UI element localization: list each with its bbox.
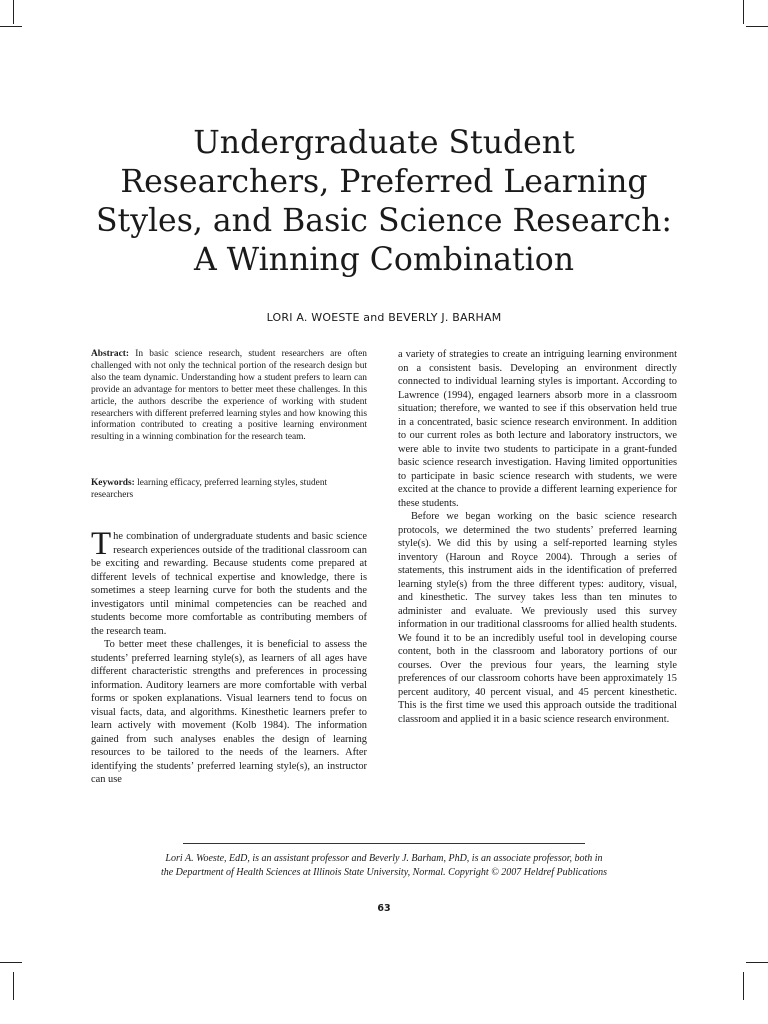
article-title bbox=[60, 124, 708, 280]
abstract-text: In basic science research, student researchers are often challenged with not only the technical portion of the research design but also the team dynamic. Understanding how a student prefers to learn can provide an advantage for mentors to better meet these challenges. In this article, the authors describe the experience of working with student researchers with different preferred learning styles and how knowing this information contributed to creating a positive learning environment resulting in a winning combination for the research team. bbox=[91, 349, 367, 443]
title-line: Undergraduate Student bbox=[193, 125, 575, 161]
crop-mark bbox=[743, 972, 744, 1000]
keywords-text: learning efficacy, preferred learning styles, student researchers bbox=[91, 478, 328, 500]
keywords-label: Keywords: bbox=[91, 478, 135, 488]
crop-mark bbox=[743, 0, 744, 24]
abstract-label: Abstract: bbox=[91, 349, 130, 359]
author-footnote: Lori A. Woeste, EdD, is an assistant professor and Beverly J. Barham, PhD, is an associate professor, both in the Department of Health Sciences at Illinois State University, Normal. Copyright © 2007 Heldref Publications bbox=[160, 853, 608, 878]
title-line: A Winning Combination bbox=[194, 242, 574, 278]
crop-mark bbox=[0, 26, 22, 27]
drop-cap: T bbox=[91, 526, 112, 562]
body-paragraph bbox=[91, 526, 367, 638]
body-paragraph: a variety of strategies to create an intriguing learning environment on a consistent basis. Developing an environment directly connected to individual learning styles is important. According to Lawrence (1994), engaged learners absorb more in a classroom situation; therefore, we wanted to see if this observation held true in a concentrated, basic science research environment. In addition to our current roles as both lecture and laboratory instructors, we were able to invite two students to participate in a grant-funded basic science research investigation. Having limited opportunities to participate in basic science research with students, we were excited at the chance to provide a different learning experience for these students. bbox=[398, 349, 677, 509]
title-line: Researchers, Preferred Learning bbox=[120, 164, 648, 200]
right-column bbox=[398, 348, 677, 726]
crop-mark bbox=[746, 962, 768, 963]
crop-mark bbox=[746, 26, 768, 27]
paragraph-text: he combination of undergraduate students and basic science research experiences outside of the traditional classroom can be exciting and rewarding. Because students come prepared at different levels of technical expertise and knowledge, there is sometimes a steep learning curve for both the students and the investigators until minimal competencies can be reached and students become more comfortable as contributing members of the research team. bbox=[91, 531, 367, 637]
crop-mark bbox=[13, 0, 14, 24]
left-column bbox=[91, 526, 367, 787]
footnote-rule bbox=[183, 843, 585, 844]
body-paragraph: To better meet these challenges, it is beneficial to assess the students’ preferred learning style(s), as learners of all ages have different characteristic strengths and preferences in processing information. Auditory learners are more comfortable with verbal forms or spoken explanations. Visual learners tend to focus on visual facts, data, and algorithms. Kinesthetic learners prefer to learn actively with movement (Kolb 1984). The information gained from such analyses enables the design of learning resources to be tailored to the needs of the learners. After identifying the students’ preferred learning style(s), an instructor can use bbox=[91, 639, 367, 785]
keywords bbox=[91, 478, 367, 502]
crop-mark bbox=[0, 962, 22, 963]
abstract bbox=[91, 349, 367, 444]
crop-mark bbox=[13, 972, 14, 1000]
title-line: Styles, and Basic Science Research: bbox=[95, 203, 673, 239]
body-paragraph: Before we began working on the basic science research protocols, we determined the two students’ preferred learning style(s). We did this by using a self-reported learning styles inventory (Haroun and Royce 2004). Through a series of statements, this instrument aids in the identification of preferred learning style(s) from the three different types: auditory, visual, and kinesthetic. The survey takes less than ten minutes to administer and evaluate. We previously used this survey information in our traditional classrooms for allied health students. We found it to be an incredibly useful tool in developing course content, both in the classroom and laboratory portions of our courses. Over the previous four years, the learning style preferences of our classroom cohorts have been approximately 15 percent auditory, 40 percent visual, and 45 percent kinesthetic. This is the first time we used this approach outside the traditional classroom and applied it in a basic science research environment. bbox=[398, 511, 677, 725]
author-line: LORI A. WOESTE and BEVERLY J. BARHAM bbox=[266, 311, 502, 324]
page-number: 63 bbox=[377, 903, 391, 914]
